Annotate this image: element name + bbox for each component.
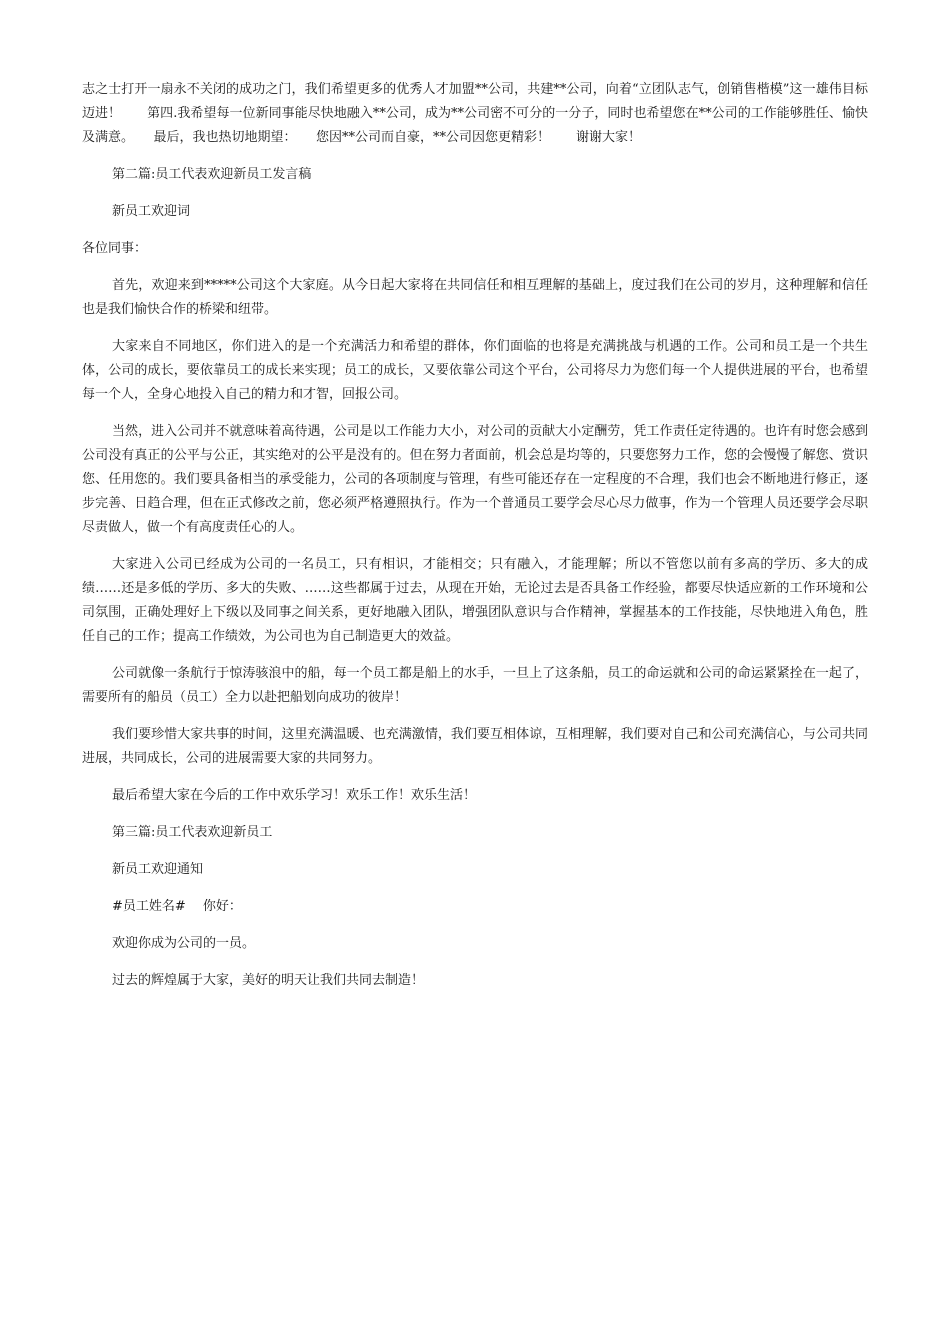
paragraph-fairness: 当然，进入公司并不就意味着高待遇，公司是以工作能力大小，对公司的贡献大小定酬劳，凭工作责任定待遇的。也许有时您会感到公司没有真正的公平与公正，其实绝对的公平是没有的。但在努力者面前，机会总是均等的，只要您努力工作，您的会慢慢了解您、赏识您、任用您的。我们要具备相当的承受能力，公司的各项制度与管理，有些可能还存在一定程度的不合理，我们也会不断地进行修正，逐步完善、日趋合理，但在正式修改之前，您必须严格遵照执行。作为一个普通员工要学会尽心尽力做事，作为一个管理人员还要学会尽职尽责做人，做一个有高度责任心的人。 — [82, 424, 868, 535]
paragraph-continuation: 志之士打开一扇永不关闭的成功之门，我们希望更多的优秀人才加盟**公司，共建**公司，向着“立团队志气，创销售楷模”这一雄伟目标迈进！ 第四.我希望每一位新同事能尽快地融入**公司，成为**公司密不可分的一分子，同时也希望您在**公司的工作能够胜任、愉快及满意。 最后，我也热切地期望： 您因**公司而自豪，**公司因您更精彩！ 谢谢大家！ — [82, 82, 868, 145]
section-heading-part-2: 第二篇:员工代表欢迎新员工发言稿 — [112, 167, 312, 182]
paragraph-integration: 大家进入公司已经成为公司的一名员工，只有相识，才能相交；只有融入，才能理解；所以不管您以前有多高的学历、多大的成绩……还是多低的学历、多大的失败、……这些都属于过去，从现在开始，无论过去是否具备工作经验，都要尽快适应新的工作环境和公司氛围，正确处理好上下级以及同事之间关系，更好地融入团队，增强团队意识与合作精神，掌握基本的工作技能，尽快地进入角色，胜任自己的工作；提高工作绩效，为公司也为自己制造更大的效益。 — [82, 557, 868, 644]
paragraph-symbiosis: 大家来自不同地区，你们进入的是一个充满活力和希望的群体，你们面临的也将是充满挑战与机遇的工作。公司和员工是一个共生体，公司的成长，要依靠员工的成长来实现；员工的成长，又要依靠公司这个平台，公司将尽力为您们每一个人提供进展的平台，也希望每一个人，全身心地投入自己的精力和才智，回报公司。 — [82, 339, 868, 402]
document-page — [82, 78, 868, 1006]
paragraph-cherish-time: 我们要珍惜大家共事的时间，这里充满温暖、也充满激情，我们要互相体谅，互相理解，我们要对自己和公司充满信心，与公司共同进展，共同成长，公司的进展需要大家的共同努力。 — [82, 727, 868, 766]
paragraph-ship-metaphor: 公司就像一条航行于惊涛骇浪中的船，每一个员工都是船上的水手，一旦上了这条船，员工的命运就和公司的命运紧紧拴在一起了，需要所有的船员（员工）全力以赴把船划向成功的彼岸！ — [82, 666, 868, 705]
paragraph-welcome-member: 欢迎你成为公司的一员。 — [112, 936, 256, 951]
paragraph-closing-wish: 最后希望大家在今后的工作中欢乐学习！欢乐工作！欢乐生活！ — [112, 788, 477, 803]
section-heading-part-3: 第三篇:员工代表欢迎新员工 — [112, 825, 273, 840]
paragraph-welcome: 首先，欢迎来到*****公司这个大家庭。从今日起大家将在共同信任和相互理解的基础上，度过我们在公司的岁月，这种理解和信任也是我们愉快合作的桥梁和纽带。 — [82, 278, 868, 317]
paragraph-future: 过去的辉煌属于大家，美好的明天让我们共同去制造！ — [112, 973, 425, 988]
salutation: 各位同事： — [82, 241, 148, 256]
notice-title: 新员工欢迎通知 — [112, 862, 204, 877]
speech-title: 新员工欢迎词 — [112, 204, 191, 219]
greeting-line: #员工姓名# 你好： — [112, 899, 242, 914]
